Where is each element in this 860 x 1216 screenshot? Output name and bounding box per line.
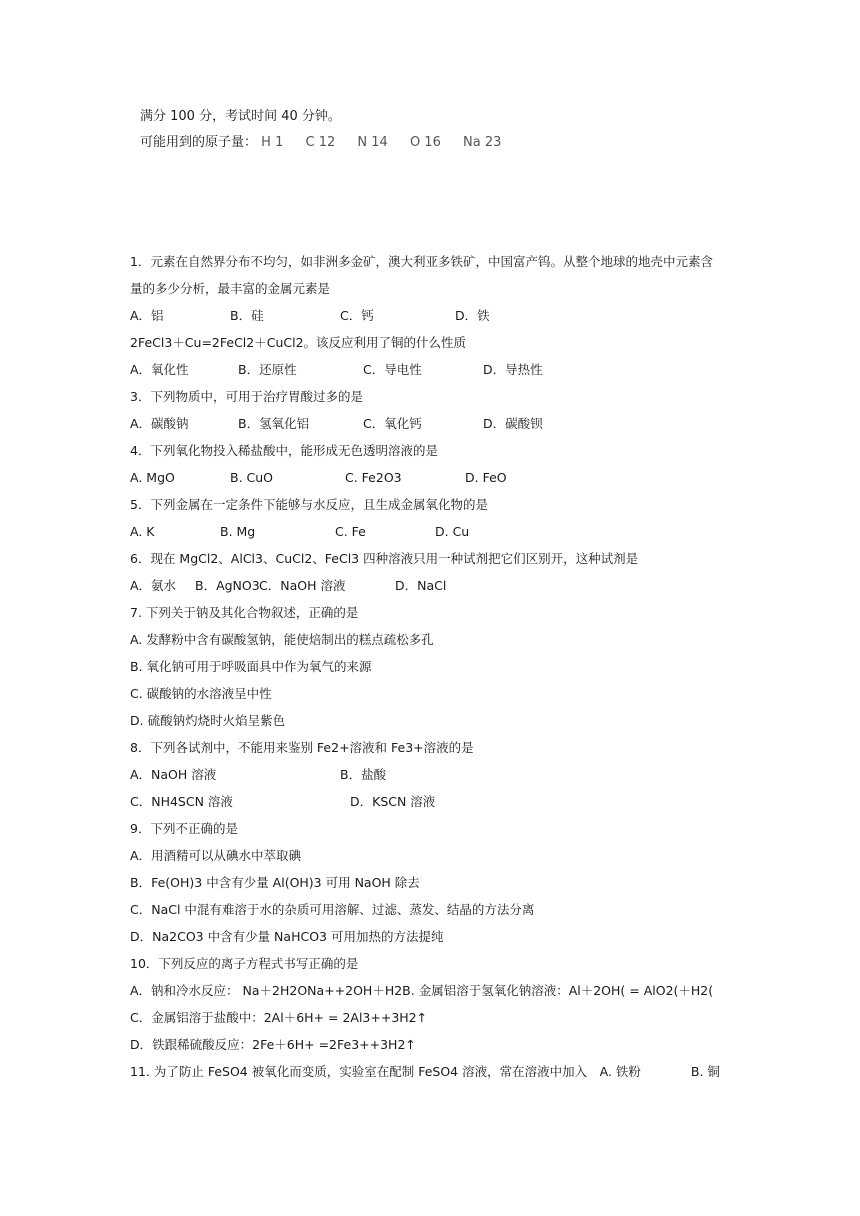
question-line: 11. 为了防止 FeSO4 被氧化而变质，实验室在配制 FeSO4 溶液，常在溶液中加入 A. 铁粉 B. 铜 — [130, 1064, 720, 1079]
option-text: C. Fe2O3 — [345, 470, 402, 485]
atomic-mass-n: N 14 — [357, 135, 388, 150]
option-text: B. CuO — [230, 470, 274, 485]
option-text: A．氨水 — [130, 578, 177, 593]
question-line: 量的多少分析，最丰富的金属元素是 — [130, 281, 331, 296]
option-text: C．钙 — [340, 308, 374, 323]
option-text: B．还原性 — [238, 362, 297, 377]
option-text: C. Fe — [335, 524, 366, 539]
option-text: D．KSCN 溶液 — [350, 794, 436, 809]
option-text: A．铝 — [130, 308, 164, 323]
question-line: A．用酒精可以从碘水中萃取碘 — [130, 848, 302, 863]
option-text: D．铁 — [455, 308, 490, 323]
option-text: D．导热性 — [483, 362, 543, 377]
option-text: B．盐酸 — [340, 767, 387, 782]
option-text: B．氢氧化铝 — [238, 416, 310, 431]
option-text: B. Mg — [220, 524, 256, 539]
question-line: A. 发酵粉中含有碳酸氢钠，能使焙制出的糕点疏松多孔 — [130, 632, 434, 647]
option-text: C．NH4SCN 溶液 — [130, 794, 233, 809]
question-line: 7. 下列关于钠及其化合物叙述，正确的是 — [130, 605, 359, 620]
option-text: A．碳酸钠 — [130, 416, 189, 431]
question-line: 2FeCl3＋Cu=2FeCl2＋CuCl2。该反应利用了铜的什么性质 — [130, 335, 467, 350]
question-line: D．Na2CO3 中含有少量 NaHCO3 可用加热的方法提纯 — [130, 929, 444, 944]
question-line: A．钠和冷水反应： Na＋2H2ONa++2OH＋H2B. 金属铝溶于氢氧化钠溶液：Al＋2OH( = AlO2(＋H2( — [130, 983, 714, 998]
options-row — [130, 410, 740, 437]
options-row — [130, 761, 740, 788]
question-line: C．NaCl 中混有难溶于水的杂质可用溶解、过滤、蒸发、结晶的方法分离 — [130, 902, 535, 917]
question-line: 9．下列不正确的是 — [130, 821, 238, 836]
atomic-mass-na: Na 23 — [463, 135, 502, 150]
options-row — [130, 788, 740, 815]
atomic-mass-line — [140, 130, 519, 156]
question-line: D．铁跟稀硫酸反应：2Fe＋6H+ =2Fe3++3H2↑ — [130, 1037, 416, 1052]
score-line: 满分 100 分，考试时间 40 分钟。 — [140, 109, 341, 124]
exam-header — [140, 104, 519, 156]
question-line: 10．下列反应的离子方程式书写正确的是 — [130, 956, 359, 971]
option-text: A．NaOH 溶液 — [130, 767, 217, 782]
option-text: C．氧化钙 — [363, 416, 422, 431]
option-text: B．硅 — [230, 308, 264, 323]
options-row — [130, 356, 740, 383]
option-text: B．AgNO3 — [195, 578, 260, 593]
question-line: 6．现在 MgCl2、AlCl3、CuCl2、FeCl3 四种溶液只用一种试剂把它们区别开，这种试剂是 — [130, 551, 639, 566]
question-line: B. 氧化钠可用于呼吸面具中作为氧气的来源 — [130, 659, 372, 674]
option-text: D. FeO — [465, 470, 507, 485]
option-text: A．氧化性 — [130, 362, 189, 377]
option-text: C．NaOH 溶液 — [259, 578, 346, 593]
question-line: D. 硫酸钠灼烧时火焰呈紫色 — [130, 713, 286, 728]
question-line: 4．下列氧化物投入稀盐酸中，能形成无色透明溶液的是 — [130, 443, 438, 458]
option-text: C．导电性 — [363, 362, 422, 377]
question-line: C. 碳酸钠的水溶液呈中性 — [130, 686, 272, 701]
atomic-mass-c: C 12 — [305, 135, 336, 150]
option-text: A. K — [130, 524, 155, 539]
option-text: A. MgO — [130, 470, 175, 485]
options-row — [130, 302, 740, 329]
question-line: B．Fe(OH)3 中含有少量 Al(OH)3 可用 NaOH 除去 — [130, 875, 420, 890]
question-list — [130, 248, 740, 1085]
question-line: 8．下列各试剂中，不能用来鉴别 Fe2+溶液和 Fe3+溶液的是 — [130, 740, 474, 755]
atomic-mass-o: O 16 — [409, 135, 441, 150]
options-row — [130, 518, 740, 545]
question-line: 5．下列金属在一定条件下能够与水反应，且生成金属氧化物的是 — [130, 497, 488, 512]
question-line: 3．下列物质中，可用于治疗胃酸过多的是 — [130, 389, 363, 404]
option-text: D．碳酸钡 — [483, 416, 543, 431]
atomic-mass-h: H 1 — [261, 135, 284, 150]
atomic-mass-label: 可能用到的原子量： — [140, 135, 258, 150]
options-row — [130, 572, 740, 599]
question-line: C．金属铝溶于盐酸中：2Al＋6H+ = 2Al3++3H2↑ — [130, 1010, 428, 1025]
question-line: 1．元素在自然界分布不均匀，如非洲多金矿，澳大利亚多铁矿，中国富产钨。从整个地球的地壳中元素含 — [130, 254, 713, 269]
option-text: D. Cu — [435, 524, 470, 539]
options-row — [130, 464, 740, 491]
option-text: D．NaCl — [395, 578, 447, 593]
